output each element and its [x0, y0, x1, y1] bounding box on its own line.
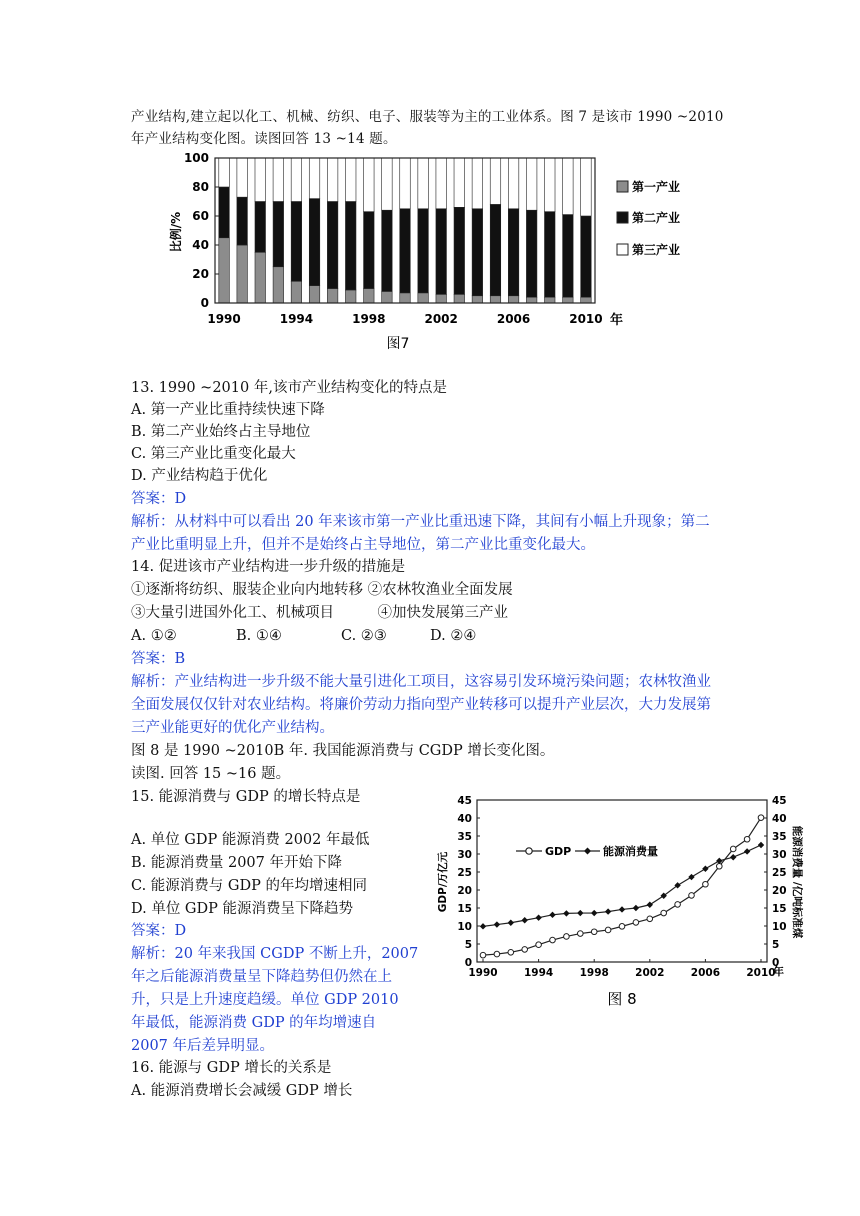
q15-analysis-1: 解析：20 年来我国 CGDP 不断上升，2007	[131, 946, 419, 962]
bar-tertiary-2010	[581, 158, 592, 216]
q14-stem: 14. 促进该市产业结构进一步升级的措施是	[131, 559, 406, 575]
fig8-ytick-label-left: 5	[464, 939, 472, 951]
bar-secondary-1994	[291, 202, 302, 282]
bar-tertiary-2005	[490, 158, 501, 204]
fig8-ytick-label-left: 35	[457, 831, 472, 843]
intro-line-1: 产业结构,建立起以化工、机械、纺织、电子、服装等为主的工业体系。图 7 是该市 1990 ~2010	[131, 109, 724, 125]
fig8-ytick-label-right: 10	[772, 921, 787, 933]
fig8-ylabel-left: GDP/万亿元	[437, 851, 449, 913]
q14-answer: 答案：B	[131, 651, 186, 667]
gdp-point-1996	[564, 934, 570, 940]
q15-stem: 15. 能源消费与 GDP 的增长特点是	[131, 789, 361, 805]
bar-tertiary-2008	[545, 158, 556, 212]
q13-option-c: C. 第三产业比重变化最大	[131, 446, 296, 462]
bar-primary-2010	[581, 297, 592, 303]
bar-primary-2006	[508, 296, 519, 303]
fig8-intro-2: 读图. 回答 15 ~16 题。	[131, 766, 291, 782]
q16-option-a: A. 能源消费增长会减缓 GDP 增长	[131, 1083, 353, 1099]
gdp-point-1995	[550, 937, 556, 943]
gdp-point-2002	[647, 916, 653, 922]
fig8-ytick-label-right: 20	[772, 885, 787, 897]
q14-analysis-1: 解析：产业结构进一步升级不能大量引进化工项目，这容易引发环境污染问题；农林牧渔业	[131, 674, 711, 690]
bar-primary-2008	[545, 297, 556, 303]
fig8-ytick-label-left: 0	[464, 957, 472, 969]
bar-secondary-1993	[273, 202, 284, 267]
bar-tertiary-1995	[309, 158, 320, 199]
fig8-chart	[432, 790, 804, 1015]
energy-point-2009	[744, 848, 750, 854]
bar-primary-1992	[255, 252, 266, 303]
bar-tertiary-2004	[472, 158, 483, 209]
gdp-point-2001	[633, 920, 639, 926]
fig7-ytick-label: 100	[183, 151, 209, 165]
q13-stem: 13. 1990 ~2010 年,该市产业结构变化的特点是	[131, 380, 447, 396]
legend-label-gdp: GDP	[545, 845, 572, 858]
q14-option-c: C. ②③	[341, 628, 387, 644]
fig8-ytick-label-left: 40	[457, 813, 472, 825]
energy-point-2001	[633, 905, 639, 911]
gdp-point-1999	[605, 927, 611, 933]
fig8-ytick-label-right: 45	[772, 795, 787, 807]
energy-point-1991	[494, 921, 500, 927]
fig8-ytick-label-right: 0	[772, 957, 780, 969]
gdp-point-1992	[508, 949, 514, 955]
bar-primary-2003	[454, 294, 465, 303]
fig7-ytick-label: 40	[192, 238, 209, 252]
bar-primary-1994	[291, 281, 302, 303]
fig8-ytick-label-right: 40	[772, 813, 787, 825]
fig7-xtick-label: 2010	[569, 312, 603, 326]
energy-point-1998	[591, 910, 597, 916]
bar-tertiary-1993	[273, 158, 284, 202]
legend-swatch-secondary	[617, 212, 628, 223]
gdp-point-2009	[744, 836, 750, 842]
bar-primary-2009	[563, 297, 574, 303]
fig8-ytick-label-left: 45	[457, 795, 472, 807]
bar-tertiary-1996	[327, 158, 338, 202]
fig8-ytick-label-right: 35	[772, 831, 787, 843]
q14-items-2: ③大量引进国外化工、机械项目 ④加快发展第三产业	[131, 605, 508, 621]
energy-point-1992	[508, 920, 514, 926]
q14-items-1: ①逐渐将纺织、服装企业向内地转移 ②农林牧渔业全面发展	[131, 582, 513, 598]
energy-point-1997	[577, 910, 583, 916]
gdp-point-2008	[730, 846, 736, 852]
q15-answer: 答案：D	[131, 923, 187, 939]
fig8-ytick-label-left: 15	[457, 903, 472, 915]
bar-secondary-1999	[382, 210, 393, 291]
gdp-point-1993	[522, 947, 528, 953]
gdp-point-1994	[536, 942, 542, 948]
q15-option-c: C. 能源消费与 GDP 的年均增速相同	[131, 878, 367, 894]
gdp-point-2007	[717, 863, 723, 869]
q15-option-d: D. 单位 GDP 能源消费呈下降趋势	[131, 901, 354, 917]
gdp-point-2006	[703, 881, 709, 887]
bar-secondary-1995	[309, 199, 320, 286]
bar-tertiary-2001	[418, 158, 429, 209]
fig8-intro-1: 图 8 是 1990 ~2010B 年. 我国能源消费与 CGDP 增长变化图。	[131, 743, 555, 759]
energy-point-2006	[702, 866, 708, 872]
q13-analysis-2: 产业比重明显上升，但并不是始终占主导地位，第二产业比重变化最大。	[131, 537, 595, 553]
fig8-xtick-label: 1994	[523, 967, 554, 979]
energy-point-1995	[549, 912, 555, 918]
bar-primary-2002	[436, 294, 447, 303]
fig8-xunit: 年	[773, 965, 784, 978]
gdp-point-1998	[591, 929, 597, 935]
fig8-xtick-label: 1998	[579, 967, 609, 979]
energy-point-1990	[480, 923, 486, 929]
energy-point-1994	[535, 915, 541, 921]
bar-secondary-1991	[237, 197, 248, 245]
bar-primary-1995	[309, 286, 320, 303]
bar-secondary-2007	[526, 210, 537, 297]
legend-label-tertiary: 第三产业	[632, 243, 681, 257]
bar-secondary-1990	[219, 187, 230, 238]
legend-marker-energy	[584, 848, 591, 855]
bar-tertiary-2000	[400, 158, 411, 209]
fig7-legend	[617, 179, 680, 257]
q16-stem: 16. 能源与 GDP 增长的关系是	[131, 1060, 332, 1076]
legend-label-primary: 第一产业	[632, 180, 681, 194]
q13-answer: 答案：D	[131, 491, 187, 507]
energy-point-1993	[522, 917, 528, 923]
energy-point-2008	[730, 854, 736, 860]
fig8-xtick-label: 2010	[746, 967, 776, 979]
gdp-point-1991	[494, 951, 500, 957]
bar-secondary-1992	[255, 202, 266, 253]
fig8-ytick-label-left: 20	[457, 885, 472, 897]
bar-tertiary-2003	[454, 158, 465, 207]
fig7-ytick-label: 60	[192, 209, 209, 223]
bar-secondary-2001	[418, 209, 429, 293]
fig8-ytick-label-right: 5	[772, 939, 780, 951]
q14-option-d: D. ②④	[430, 628, 477, 644]
fig7-xtick-label: 1998	[352, 312, 386, 326]
fig7-ytick-label: 20	[192, 267, 209, 281]
q15-analysis-4: 年最低，能源消费 GDP 的年均增速自	[131, 1015, 377, 1031]
q15-option-a: A. 单位 GDP 能源消费 2002 年最低	[131, 832, 370, 848]
bar-tertiary-1992	[255, 158, 266, 202]
fig8-ytick-label-right: 15	[772, 903, 787, 915]
bar-tertiary-2009	[563, 158, 574, 215]
q15-analysis-2: 年之后能源消费量呈下降趋势但仍然在上	[131, 969, 392, 985]
gdp-point-2005	[689, 893, 695, 899]
bar-primary-1996	[327, 289, 338, 304]
q13-option-d: D. 产业结构趋于优化	[131, 468, 268, 484]
bar-secondary-2003	[454, 207, 465, 294]
gdp-point-1997	[578, 931, 584, 937]
gdp-line	[483, 818, 761, 956]
legend-label-energy: 能源消费量	[603, 845, 658, 858]
bar-primary-2004	[472, 296, 483, 303]
energy-point-2002	[647, 902, 653, 908]
bar-tertiary-1990	[219, 158, 230, 187]
bar-primary-1990	[219, 238, 230, 303]
energy-point-2010	[758, 842, 764, 848]
fig7-caption: 图7	[386, 336, 410, 352]
legend-swatch-primary	[617, 181, 628, 192]
bar-primary-1993	[273, 267, 284, 303]
bar-tertiary-1991	[237, 158, 248, 197]
bar-secondary-2002	[436, 209, 447, 295]
fig7-xtick-label: 2006	[496, 312, 531, 326]
gdp-point-2000	[619, 924, 625, 930]
intro-line-2: 年产业结构变化图。读图回答 13 ~14 题。	[131, 131, 397, 147]
bar-primary-1991	[237, 245, 248, 303]
q15-option-b: B. 能源消费量 2007 年开始下降	[131, 855, 342, 871]
q13-option-b: B. 第二产业始终占主导地位	[131, 424, 311, 440]
fig7-xunit: 年	[610, 313, 624, 328]
bar-tertiary-2007	[526, 158, 537, 210]
gdp-point-2010	[758, 815, 764, 821]
bar-secondary-2006	[508, 209, 519, 296]
fig8-ytick-label-left: 10	[457, 921, 472, 933]
bar-secondary-1997	[345, 202, 356, 290]
q15-analysis-3: 升，只是上升速度趋缓。单位 GDP 2010	[131, 992, 399, 1008]
fig7-ytick-label: 0	[200, 296, 209, 310]
fig8-ytick-label-right: 30	[772, 849, 787, 861]
bar-primary-2007	[526, 297, 537, 303]
energy-point-2005	[688, 874, 694, 880]
fig8-caption: 图 8	[607, 990, 637, 1008]
bar-tertiary-1994	[291, 158, 302, 202]
bar-primary-1999	[382, 291, 393, 303]
bar-tertiary-2002	[436, 158, 447, 209]
bar-tertiary-1998	[364, 158, 375, 212]
fig8-xtick-label: 2002	[635, 967, 665, 979]
q14-analysis-3: 三产业能更好的优化产业结构。	[131, 720, 334, 736]
bar-secondary-2005	[490, 204, 501, 295]
bar-primary-2001	[418, 293, 429, 303]
bar-tertiary-1997	[345, 158, 356, 202]
legend-marker-gdp	[526, 848, 532, 854]
fig7-xtick-label: 1990	[207, 312, 241, 326]
energy-point-1999	[605, 908, 611, 914]
bar-secondary-2004	[472, 209, 483, 296]
q14-option-b: B. ①④	[236, 628, 282, 644]
gdp-point-2004	[675, 902, 681, 908]
fig7-ylabel: 比例/%	[169, 211, 183, 253]
bar-primary-2005	[490, 296, 501, 303]
fig7-chart	[169, 150, 681, 360]
fig7-xtick-label: 1994	[279, 312, 314, 326]
bar-secondary-1996	[327, 202, 338, 289]
fig8-ytick-label-right: 25	[772, 867, 787, 879]
gdp-point-2003	[661, 910, 667, 916]
bar-primary-2000	[400, 293, 411, 303]
bar-secondary-2010	[581, 216, 592, 297]
bar-primary-1998	[364, 289, 375, 304]
fig8-ylabel-right: 能源消费量 /亿吨标准煤	[791, 825, 803, 939]
q14-option-a: A. ①②	[131, 628, 177, 644]
fig8-legend	[516, 844, 658, 858]
legend-swatch-tertiary	[617, 244, 628, 255]
q13-analysis-1: 解析：从材料中可以看出 20 年来该市第一产业比重迅速下降，其间有小幅上升现象；第二	[131, 514, 710, 530]
q13-option-a: A. 第一产业比重持续快速下降	[131, 402, 325, 418]
fig8-ytick-label-left: 30	[457, 849, 472, 861]
legend-label-secondary: 第二产业	[632, 211, 681, 225]
bar-secondary-2009	[563, 215, 574, 298]
bar-secondary-1998	[364, 212, 375, 289]
fig7-ytick-label: 80	[192, 180, 209, 194]
energy-point-1996	[563, 910, 569, 916]
bar-secondary-2008	[545, 212, 556, 298]
fig7-xtick-label: 2002	[424, 312, 458, 326]
q14-analysis-2: 全面发展仅仅针对农业结构。将廉价劳动力指向型产业转移可以提升产业层次，大力发展第	[131, 697, 711, 713]
fig8-xtick-label: 1990	[468, 967, 498, 979]
q15-analysis-5: 2007 年后差异明显。	[131, 1038, 275, 1054]
fig8-xtick-label: 2006	[690, 967, 721, 979]
bar-tertiary-2006	[508, 158, 519, 209]
bar-secondary-2000	[400, 209, 411, 293]
energy-point-2000	[619, 906, 625, 912]
bar-primary-1997	[345, 290, 356, 303]
fig8-ytick-label-left: 25	[457, 867, 472, 879]
gdp-point-1990	[480, 952, 486, 958]
bar-tertiary-1999	[382, 158, 393, 210]
